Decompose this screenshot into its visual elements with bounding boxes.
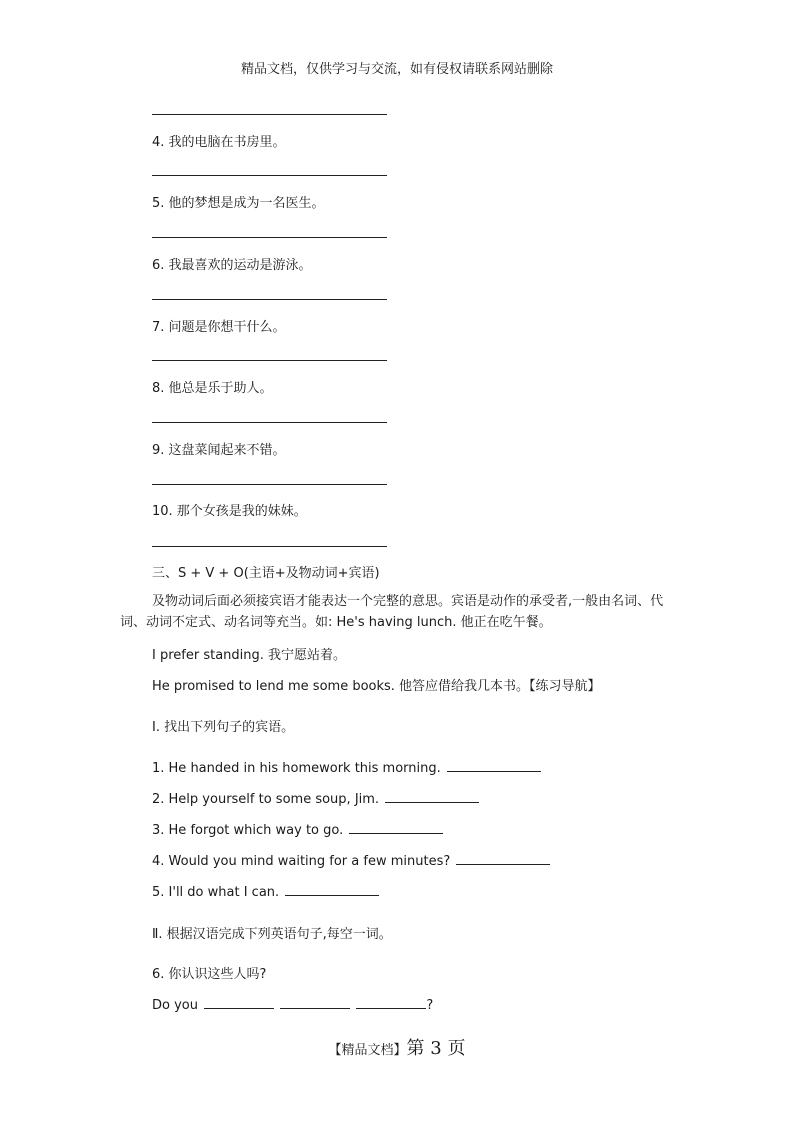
translation-item: 8. 他总是乐于助人。 xyxy=(152,381,273,396)
translation-item: 6. 我最喜欢的运动是游泳。 xyxy=(152,258,312,273)
exercise-title: Ⅰ. 找出下列句子的宾语。 xyxy=(152,720,295,735)
exercise-text: 2. Help yourself to some soup, Jim. xyxy=(152,792,380,807)
page-footer xyxy=(0,1034,794,1060)
page-number: 第 3 页 xyxy=(406,1038,466,1059)
example-sentence: I prefer standing. 我宁愿站着。 xyxy=(152,648,347,663)
answer-blank[interactable] xyxy=(385,788,479,803)
answer-line xyxy=(152,175,387,176)
section-paragraph: 及物动词后面必须接宾语才能表达一个完整的意思。宾语是动作的承受者,一般由名词、代词、动词不定式、动名词等充当。如: He's having lunch. 他正在吃午餐。 xyxy=(120,594,664,630)
answer-line xyxy=(152,360,387,361)
section-title: 三、S + V + O(主语+及物动词+宾语) xyxy=(152,566,380,581)
exercise-item xyxy=(152,881,379,900)
exercise-question: 6. 你认识这些人吗? xyxy=(152,967,267,982)
answer-prefix: Do you xyxy=(152,998,198,1013)
exercise-item xyxy=(152,850,550,869)
answer-blank[interactable] xyxy=(204,994,274,1009)
exercise-item xyxy=(152,757,541,776)
exercise-text: 1. He handed in his homework this morning. xyxy=(152,761,441,776)
exercise-title: Ⅱ. 根据汉语完成下列英语句子,每空一词。 xyxy=(152,927,392,942)
answer-line xyxy=(152,299,387,300)
exercise-answer-row xyxy=(152,994,433,1013)
translation-item: 9. 这盘菜闻起来不错。 xyxy=(152,443,286,458)
translation-item: 7. 问题是你想干什么。 xyxy=(152,320,286,335)
translation-item: 4. 我的电脑在书房里。 xyxy=(152,135,286,150)
answer-blank[interactable] xyxy=(456,850,550,865)
answer-blank[interactable] xyxy=(356,994,426,1009)
translation-item: 10. 那个女孩是我的妹妹。 xyxy=(152,504,307,519)
exercise-item xyxy=(152,819,443,838)
answer-line xyxy=(152,546,387,547)
page-header: 精品文档，仅供学习与交流，如有侵权请联系网站删除 xyxy=(240,62,553,77)
answer-line xyxy=(152,237,387,238)
answer-blank[interactable] xyxy=(447,757,541,772)
answer-line xyxy=(152,422,387,423)
answer-suffix: ? xyxy=(426,998,434,1013)
exercise-item xyxy=(152,788,479,807)
exercise-text: 3. He forgot which way to go. xyxy=(152,823,344,838)
exercise-text: 4. Would you mind waiting for a few minutes? xyxy=(152,854,451,869)
answer-line xyxy=(152,484,387,485)
answer-blank[interactable] xyxy=(349,819,443,834)
footer-tag: 【精品文档】 xyxy=(328,1043,407,1058)
answer-blank[interactable] xyxy=(285,881,379,896)
translation-item: 5. 他的梦想是成为一名医生。 xyxy=(152,196,325,211)
answer-blank[interactable] xyxy=(280,994,350,1009)
answer-line xyxy=(152,114,387,115)
exercise-text: 5. I'll do what I can. xyxy=(152,885,280,900)
example-sentence: He promised to lend me some books. 他答应借给我几本书。【练习导航】 xyxy=(152,679,601,694)
